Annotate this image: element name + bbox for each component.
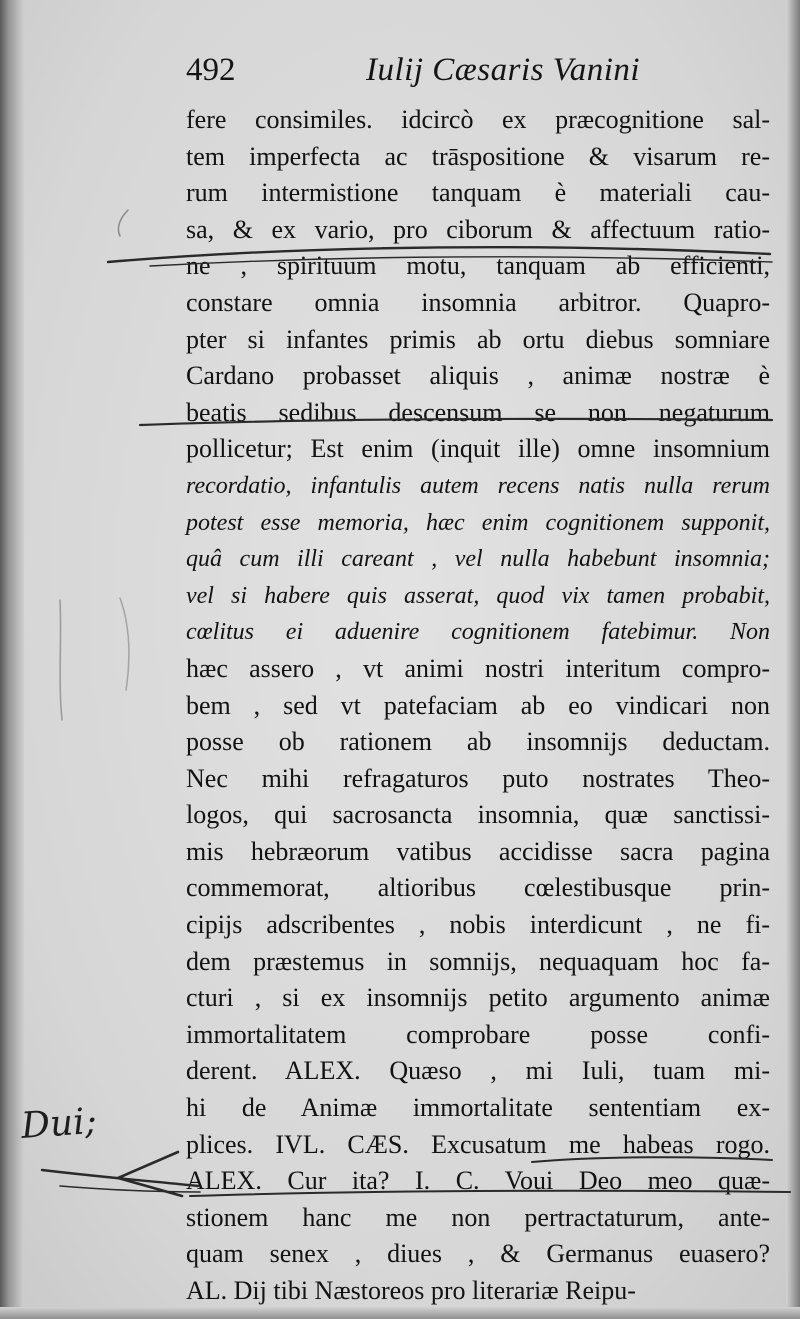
text-line: tem imperfecta ac trāspositione & visarum re- bbox=[186, 141, 770, 171]
quotation-line: quâ cum illi careant , vel nulla habebunt insomnia; bbox=[186, 546, 770, 573]
text-line: ALEX. Cur ita? I. C. Voui Deo meo quæ- bbox=[186, 1166, 770, 1196]
running-title: Iulij Cæsaris Vanini bbox=[366, 52, 641, 88]
text-line: posse ob rationem ab insomnijs deductam. bbox=[186, 727, 770, 757]
annotation-faint-mark bbox=[120, 598, 129, 690]
text-line: dem præstemus in somnijs, nequaquam hoc fa- bbox=[186, 946, 770, 976]
text-line: hæc assero , vt animi nostri interitum compro- bbox=[186, 653, 770, 683]
annotation-underline bbox=[140, 419, 772, 425]
annotation-arrow-head bbox=[118, 1152, 182, 1196]
text-line: rum intermistione tanquam è materiali cau- bbox=[186, 178, 770, 208]
text-line: stionem hanc me non pertractaturum, ante- bbox=[186, 1202, 770, 1232]
text-line: bem , sed vt patefaciam ab eo vindicari non bbox=[186, 690, 770, 720]
text-line: cturi , si ex insomnijs petito argumento animæ bbox=[186, 983, 770, 1013]
annotation-arrow bbox=[60, 1186, 200, 1192]
text-line: quam senex , diues , & Germanus euasero? bbox=[186, 1239, 770, 1269]
text-line: commemorat, altioribus cœlestibusque prin- bbox=[186, 873, 770, 903]
text-line: plices. IVL. CÆS. Excusatum me habeas rogo. bbox=[186, 1129, 770, 1159]
text-line: immortalitatem comprobare posse confi- bbox=[186, 1019, 770, 1049]
text-line: constare omnia insomnia arbitror. Quapro- bbox=[186, 287, 770, 317]
text-line: Nec mihi refragaturos puto nostrates Theo- bbox=[186, 763, 770, 793]
text-line: derent. ALEX. Quæso , mi Iuli, tuam mi- bbox=[186, 1056, 770, 1086]
annotation-underline bbox=[150, 257, 772, 266]
text-line: logos, qui sacrosancta insomnia, quæ sanctissi- bbox=[186, 800, 770, 830]
text-line: pter si infantes primis ab ortu diebus somniare bbox=[186, 324, 770, 354]
quotation-line: recordatio, infantulis autem recens natis nulla rerum bbox=[186, 472, 770, 499]
quotation-line: vel si habere quis asserat, quod vix tamen probabit, bbox=[186, 582, 770, 609]
text-line: Cardano probasset aliquis , animæ nostræ è bbox=[186, 361, 770, 391]
text-line: AL. Dij tibi Næstoreos pro literariæ Reipu- bbox=[186, 1276, 636, 1305]
quotation-line: cœlitus ei aduenire cognitionem fatebimur. Non bbox=[186, 619, 770, 646]
text-line: cipijs adscribentes , nobis interdicunt , ne fi- bbox=[186, 910, 770, 940]
annotation-faint-mark bbox=[118, 210, 128, 236]
text-line: mis hebræorum vatibus accidisse sacra pagina bbox=[186, 836, 770, 866]
text-line: ne , spirituum motu, tanquam ab efficienti, bbox=[186, 251, 770, 281]
text-line: pollicetur; Est enim (inquit ille) omne insomnium bbox=[186, 434, 770, 464]
annotation-faint-mark bbox=[60, 600, 62, 720]
page-number: 492 bbox=[186, 52, 236, 88]
text-line: fere consimiles. idcircò ex præcognitione sal- bbox=[186, 105, 770, 134]
text-line: hi de Animæ immortalitate sententiam ex- bbox=[186, 1093, 770, 1123]
annotation-underline bbox=[190, 1191, 790, 1196]
margin-handwriting: Dui; bbox=[19, 1100, 99, 1147]
annotation-underline bbox=[108, 247, 770, 262]
quotation-line: potest esse memoria, hæc enim cognitionem supponit, bbox=[186, 509, 770, 536]
text-line: beatis sedibus descensum se non negaturum bbox=[186, 397, 770, 427]
text-line: sa, & ex vario, pro ciborum & affectuum ratio- bbox=[186, 214, 770, 244]
annotation-underline bbox=[532, 1157, 772, 1162]
